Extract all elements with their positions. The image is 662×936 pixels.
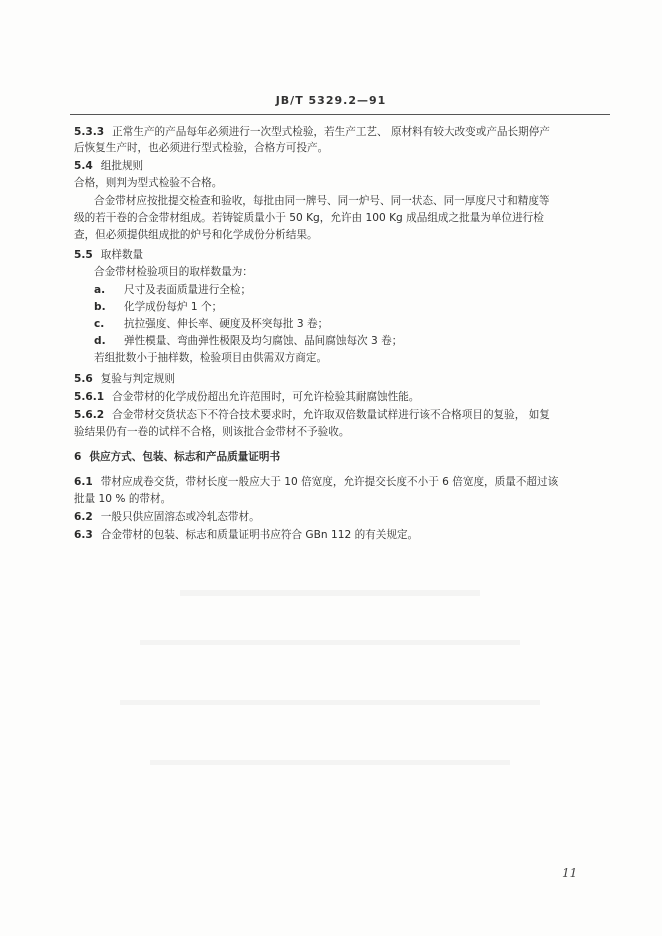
clause-text: 一般只供应固溶态或冷轧态带材。 (100, 511, 260, 523)
list-item-a (94, 283, 251, 297)
header-rule (70, 114, 610, 115)
scan-artifact (150, 760, 510, 765)
list-text: 弹性模量、弯曲弹性极限及均匀腐蚀、晶间腐蚀每次 3 卷； (124, 335, 403, 347)
clause-number: 5.5 (74, 249, 93, 261)
clause-number: 6.1 (74, 476, 93, 488)
clause-5-6-heading (74, 372, 175, 386)
list-item-b (94, 300, 222, 314)
list-item-d (94, 334, 402, 348)
clause-5-4-line-2 (94, 194, 550, 208)
clause-text: 查，但必须提供组成批的炉号和化学成份分析结果。 (74, 229, 318, 241)
clause-number: 5.6.2 (74, 409, 105, 421)
list-item-c (94, 317, 328, 331)
clause-5-4-line-4 (74, 228, 318, 242)
list-marker: d. (94, 335, 106, 347)
clause-5-6-2-line-1 (74, 408, 550, 422)
scan-artifact (140, 640, 520, 645)
clause-text: 取样数量 (100, 249, 144, 261)
scan-artifact (180, 590, 480, 596)
clause-number: 6.3 (74, 529, 93, 541)
clause-text: 级的若干卷的合金带材组成。若铸锭质量小于 50 Kg，允许由 100 Kg 成品组成之批量为单位进行检 (74, 212, 544, 224)
page-number: 11 (562, 866, 578, 880)
clause-5-6-2-line-2 (74, 425, 349, 439)
clause-5-5-note (94, 351, 327, 365)
clause-5-4-heading (74, 159, 143, 173)
clause-5-4-line-3 (74, 211, 544, 225)
section-title: 供应方式、包装、标志和产品质量证明书 (89, 451, 281, 463)
list-text: 抗拉强度、伸长率、硬度及杯突每批 3 卷； (124, 318, 329, 330)
clause-text: 复验与判定规则 (100, 373, 175, 385)
clause-5-5-heading (74, 248, 143, 262)
section-6-heading (74, 450, 280, 464)
clause-5-4-line-1 (74, 176, 222, 190)
clause-number: 5.4 (74, 160, 93, 172)
clause-5-3-3-line-1 (74, 125, 550, 139)
section-number: 6 (74, 451, 82, 463)
scan-artifact (120, 700, 540, 705)
clause-text: 合金带材的包装、标志和质量证明书应符合 GBn 112 的有关规定。 (100, 529, 419, 541)
clause-6-1-line-1 (74, 475, 558, 489)
standard-code-header: JB/T 5329.2—91 (275, 94, 387, 107)
clause-number: 5.6.1 (74, 391, 105, 403)
clause-number: 5.3.3 (74, 126, 105, 138)
clause-text: 正常生产的产品每年必须进行一次型式检验，若生产工艺、 原材料有较大改变或产品长期停产 (112, 126, 550, 138)
clause-text: 组批规则 (100, 160, 144, 172)
list-text: 尺寸及表面质量进行全检； (124, 284, 252, 296)
clause-text: 若组批数小于抽样数，检验项目由供需双方商定。 (94, 352, 328, 364)
clause-5-5-intro (94, 265, 253, 279)
clause-text: 合格，则判为型式检验不合格。 (74, 177, 223, 189)
list-marker: b. (94, 301, 106, 313)
clause-text: 验结果仍有一卷的试样不合格，则该批合金带材不予验收。 (74, 426, 350, 438)
clause-text: 带材应成卷交货，带材长度一般应大于 10 倍宽度，允许提交长度不小于 6 倍宽度，质量不超过该 (100, 476, 559, 488)
clause-text: 合金带材交货状态下不符合技术要求时，允许取双倍数量试样进行该不合格项目的复验， 如复 (112, 409, 550, 421)
clause-text: 后恢复生产时，也必须进行型式检验，合格方可投产。 (74, 142, 329, 154)
list-marker: c. (94, 318, 105, 330)
clause-text: 合金带材的化学成份超出允许范围时，可允许检验其耐腐蚀性能。 (112, 391, 420, 403)
list-text: 化学成份每炉 1 个； (124, 301, 223, 313)
clause-6-3 (74, 528, 418, 542)
clause-6-1-line-2 (74, 492, 171, 506)
clause-number: 6.2 (74, 511, 93, 523)
clause-text: 批量 10 % 的带材。 (74, 493, 172, 505)
clause-6-2 (74, 510, 260, 524)
clause-5-6-1 (74, 390, 419, 404)
clause-text: 合金带材检验项目的取样数量为： (94, 266, 253, 278)
list-marker: a. (94, 284, 106, 296)
clause-number: 5.6 (74, 373, 93, 385)
clause-text: 合金带材应按批提交检查和验收，每批由同一牌号、同一炉号、同一状态、同一厚度尺寸和精度等 (94, 195, 550, 207)
clause-5-3-3-line-2 (74, 141, 328, 155)
